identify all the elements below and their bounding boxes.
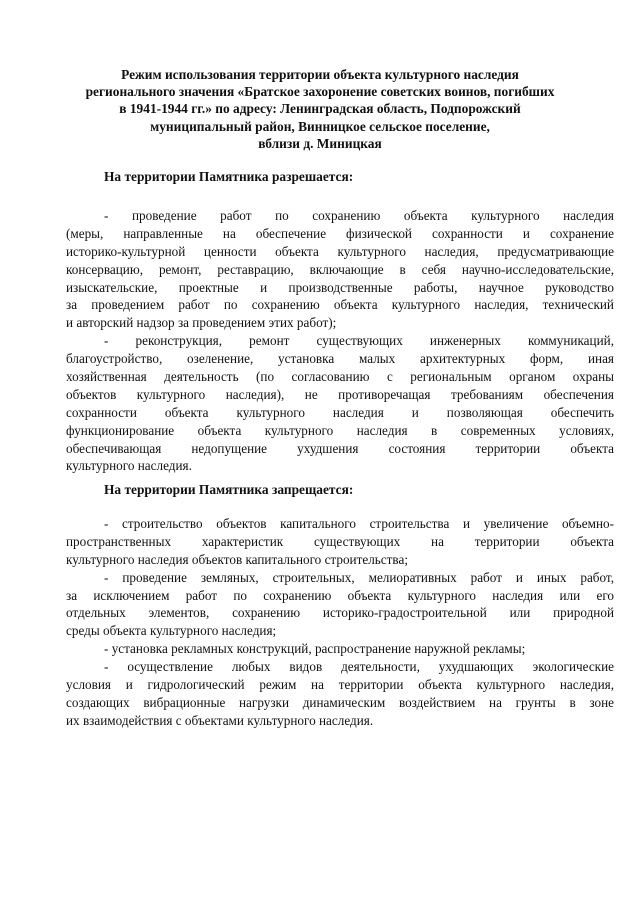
forbidden-line: за исключением работ по сохранению объекта культурного наследия или его xyxy=(66,587,614,603)
allowed-line: сохранности объекта культурного наследия и позволяющая обеспечить xyxy=(66,404,614,420)
allowed-line: функционирование объекта культурного наследия в современных условиях, xyxy=(66,422,614,438)
forbidden-line: - проведение земляных, строительных, мелиоративных работ и иных работ, xyxy=(104,569,614,585)
forbidden-line: условия и гидрологический режим на территории объекта культурного наследия, xyxy=(66,677,614,693)
allowed-line: объектов культурного наследия), не противоречащая требованиям обеспечения xyxy=(66,386,614,402)
allowed-section xyxy=(66,207,614,475)
allowed-line: благоустройство, озеленение, установка малых архитектурных форм, иная xyxy=(66,351,614,367)
forbidden-line: их взаимодействия с объектами культурного наследия. xyxy=(66,712,374,728)
forbidden-line: - строительство объектов капитального строительства и увеличение объемно- xyxy=(104,516,614,531)
forbidden-line: отдельных элементов, сохранению историко-градостроительной или природной xyxy=(66,605,614,621)
forbidden-line: - осуществление любых видов деятельности, ухудшающих экологические xyxy=(104,659,614,675)
title-line: в 1941-1944 гг.» по адресу: Ленинградская область, Подпорожский xyxy=(119,101,521,117)
forbidden-section xyxy=(66,515,614,730)
title-line: вблизи д. Миницкая xyxy=(258,135,382,151)
allowed-line: хозяйственная деятельность (по согласованию с региональным органом охраны xyxy=(66,369,614,385)
title-line: Режим использования территории объекта культурного наследия xyxy=(121,67,519,82)
title-line: регионального значения «Братское захоронение советских воинов, погибших xyxy=(85,84,555,100)
forbidden-line: - установка рекламных конструкций, распространение наружной рекламы; xyxy=(104,641,526,657)
forbidden-line: среды объекта культурного наследия; xyxy=(66,623,277,639)
forbidden-heading: На территории Памятника запрещается: xyxy=(104,482,354,497)
allowed-line: историко-культурной ценности объекта культурного наследия, предусматривающие xyxy=(66,243,614,259)
title-line: муниципальный район, Винницкое сельское поселение, xyxy=(150,118,490,134)
allowed-line: культурного наследия. xyxy=(66,458,192,474)
document-title xyxy=(60,66,580,152)
allowed-line: обеспечивающая недопущение ухудшения состояния территории объекта xyxy=(66,440,614,456)
forbidden-line: пространственных характеристик существующих на территории объекта xyxy=(66,533,614,549)
allowed-line: и авторский надзор за проведением этих работ); xyxy=(66,315,337,331)
forbidden-line: культурного наследия объектов капитального строительства; xyxy=(66,551,408,567)
allowed-line: (меры, направленные на обеспечение физической сохранности и сохранение xyxy=(66,225,614,241)
allowed-line: консервацию, ремонт, реставрацию, включающие в себя научно-исследовательские, xyxy=(66,261,614,277)
allowed-line: - реконструкция, ремонт существующих инженерных коммуникаций, xyxy=(104,333,614,349)
forbidden-line: создающих вибрационные нагрузки динамическим воздействием на грунты в зоне xyxy=(66,694,614,710)
allowed-heading: На территории Памятника разрешается: xyxy=(104,169,354,184)
allowed-line: - проведение работ по сохранению объекта культурного наследия xyxy=(104,208,614,223)
allowed-line: изыскательские, проектные и производственные работы, научное руководство xyxy=(66,279,614,295)
allowed-line: за проведением работ по сохранению объекта культурного наследия, технический xyxy=(66,297,614,313)
